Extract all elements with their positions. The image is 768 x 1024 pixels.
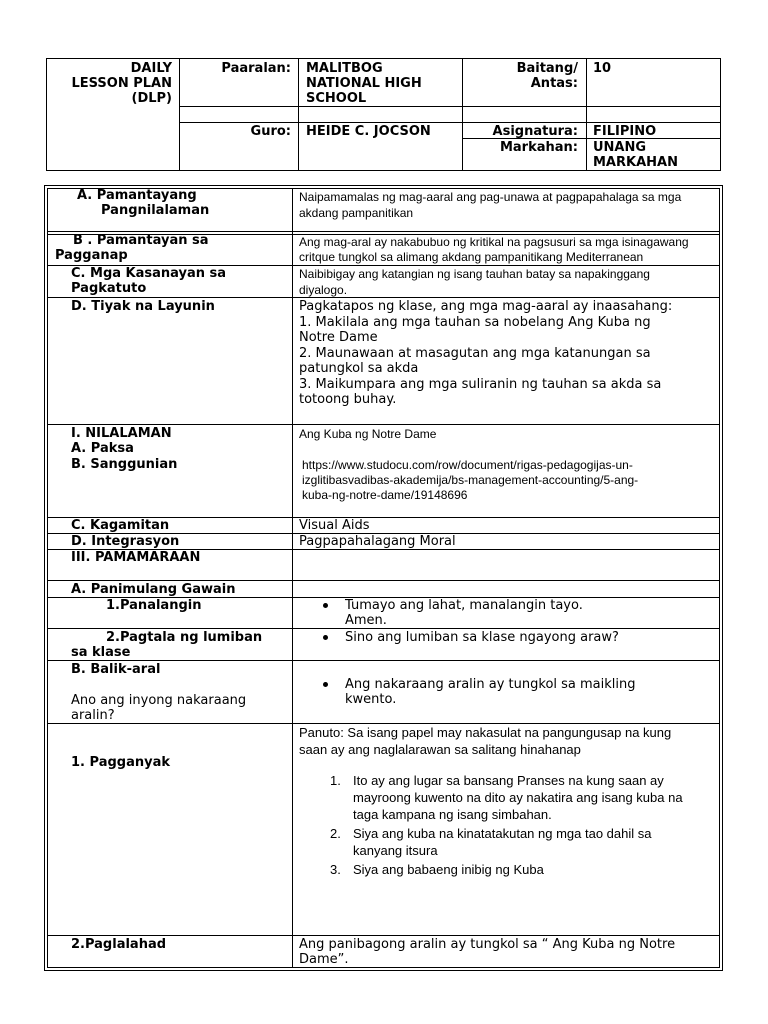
kagamitan-label: C. Kagamitan: [71, 518, 170, 533]
paglalahad-label: 2.Paglalahad: [71, 937, 167, 952]
bullet-icon: [323, 603, 328, 608]
pamantayang-pangnilalaman-label-1: A. Pamantayang: [77, 188, 197, 203]
dlp-title-line-2: LESSON PLAN: [71, 76, 172, 91]
paksa-value: Ang Kuba ng Notre Dame: [299, 427, 437, 441]
pamantayan-sa-pagganap-label-2: Pagganap: [55, 248, 128, 263]
sanggunian-label: B. Sanggunian: [71, 457, 178, 472]
dlp-title-line-1: DAILY: [130, 61, 172, 76]
baitang-label-line-1: Baitang/: [516, 61, 578, 76]
baitang-label-line-2: Antas:: [530, 76, 578, 91]
pagganyak-item-1-num: 1.: [330, 773, 341, 788]
layunin-line-2: 1. Makilala ang mga tauhan sa nobelang Ang Kuba ng: [299, 315, 651, 330]
paglalahad-value-1: Ang panibagong aralin ay tungkol sa “ Ang Kuba ng Notre: [299, 937, 676, 952]
panalangin-value-1: Tumayo ang lahat, manalangin tayo.: [345, 598, 583, 613]
bullet-icon: [323, 635, 328, 640]
pagganyak-item-3-num: 3.: [330, 862, 341, 877]
pamantayan-sa-pagganap-value-1: Ang mag-aral ay nakabubuo ng kritikal na pagsusuri sa mga isinagawang: [299, 235, 689, 249]
paaralan-value-line-1: MALITBOG: [306, 61, 383, 76]
pagganyak-item-3-line-1: Siya ang babaeng inibig ng Kuba: [353, 862, 544, 877]
paglalahad-value-2: Dame”.: [299, 952, 349, 967]
pamantayan-sa-pagganap-value-2: critque tungkol sa alimang akdang pampanitikang Mediterranean: [299, 250, 644, 264]
panalangin-value-2: Amen.: [345, 613, 387, 628]
guro-label: Guro:: [250, 124, 291, 139]
baitang-value: 10: [593, 61, 612, 76]
pagganyak-item-2-line-2: kanyang itsura: [353, 843, 438, 858]
mga-kasanayan-label-2: Pagkatuto: [71, 281, 147, 296]
mga-kasanayan-label-1: C. Mga Kasanayan sa: [71, 266, 227, 281]
layunin-line-1: Pagkatapos ng klase, ang mga mag-aaral ay inaasahang:: [299, 299, 673, 314]
pamantayan-sa-pagganap-label-1: B . Pamantayan sa: [73, 233, 209, 248]
layunin-line-3: Notre Dame: [299, 330, 378, 345]
pagtala-value: Sino ang lumiban sa klase ngayong araw?: [345, 630, 619, 645]
integrasyon-label: D. Integrasyon: [71, 534, 180, 549]
paaralan-label: Paaralan:: [221, 61, 291, 76]
pagganyak-item-2-line-1: Siya ang kuba na kinatatakutan ng mga tao dahil sa: [353, 826, 652, 841]
mga-kasanayan-value-1: Naibibigay ang katangian ng isang tauhan batay sa napakinggang: [299, 267, 650, 281]
tiyak-na-layunin-label: D. Tiyak na Layunin: [71, 299, 215, 314]
paaralan-value-line-3: SCHOOL: [306, 91, 367, 106]
panuto-line-2: saan ay ang naglalarawan sa salitang hinahanap: [299, 742, 581, 757]
markahan-value-line-1: UNANG: [593, 140, 647, 155]
sanggunian-link-line-1[interactable]: https://www.studocu.com/row/document/rigas-pedagogijas-un-: [302, 458, 633, 472]
pagganyak-item-2-num: 2.: [330, 826, 341, 841]
asignatura-value: FILIPINO: [593, 124, 657, 139]
panimulang-gawain-label: A. Panimulang Gawain: [71, 582, 236, 597]
balik-aral-value-1: Ang nakaraang aralin ay tungkol sa maikling: [345, 677, 636, 692]
pamantayang-pangnilalaman-value-1: Naipamamalas ng mag-aaral ang pag-unawa at pagpapahalaga sa mga: [299, 190, 682, 204]
nilalaman-heading: I. NILALAMAN: [71, 426, 172, 441]
layunin-line-7: totoong buhay.: [299, 392, 397, 407]
dlp-title-line-3: (DLP): [131, 91, 172, 106]
pamantayang-pangnilalaman-label-2: Pangnilalaman: [101, 203, 210, 218]
balik-aral-label: B. Balik-aral: [71, 662, 161, 677]
balik-aral-question-2: aralin?: [71, 708, 115, 723]
paaralan-value-line-2: NATIONAL HIGH: [306, 76, 422, 91]
markahan-value-line-2: MARKAHAN: [593, 155, 678, 170]
sanggunian-link-line-3[interactable]: kuba-ng-notre-dame/19148696: [302, 488, 468, 502]
pagganyak-item-1-line-2: mayroong kuwento na dito ay nakatira ang isang kuba na: [353, 790, 683, 805]
pagtala-label-2: sa klase: [71, 645, 131, 660]
layunin-line-5: patungkol sa akda: [299, 361, 419, 376]
pamantayang-pangnilalaman-value-2: akdang pampanitikan: [299, 206, 414, 220]
layunin-line-6: 3. Maikumpara ang mga suliranin ng tauhan sa akda sa: [299, 377, 662, 392]
kagamitan-value: Visual Aids: [299, 518, 370, 533]
pagtala-label-1: 2.Pagtala ng lumiban: [106, 630, 263, 645]
asignatura-label: Asignatura:: [492, 124, 578, 139]
bullet-icon: [323, 682, 328, 687]
balik-aral-question-1: Ano ang inyong nakaraang: [71, 693, 247, 708]
layunin-line-4: 2. Maunawaan at masagutan ang mga katanungan sa: [299, 346, 651, 361]
pagganyak-item-1-line-1: Ito ay ang lugar sa bansang Pranses na kung saan ay: [353, 773, 664, 788]
panalangin-label: 1.Panalangin: [106, 598, 202, 613]
markahan-label: Markahan:: [499, 140, 578, 155]
balik-aral-value-2: kwento.: [345, 692, 397, 707]
pagganyak-label: 1. Pagganyak: [71, 755, 170, 770]
integrasyon-value: Pagpapahalagang Moral: [299, 534, 456, 549]
sanggunian-link-line-2[interactable]: izglitibasvadibas-akademija/bs-management-accounting/5-ang-: [302, 473, 639, 487]
panuto-line-1: Panuto: Sa isang papel may nakasulat na pangungusap na kung: [299, 725, 672, 740]
pagganyak-item-1-line-3: taga kampana ng isang simbahan.: [353, 807, 552, 822]
mga-kasanayan-value-2: diyalogo.: [299, 283, 348, 297]
paksa-label: A. Paksa: [71, 441, 134, 456]
pamamaraan-heading: III. PAMAMARAAN: [71, 550, 201, 565]
guro-value: HEIDE C. JOCSON: [306, 124, 431, 139]
